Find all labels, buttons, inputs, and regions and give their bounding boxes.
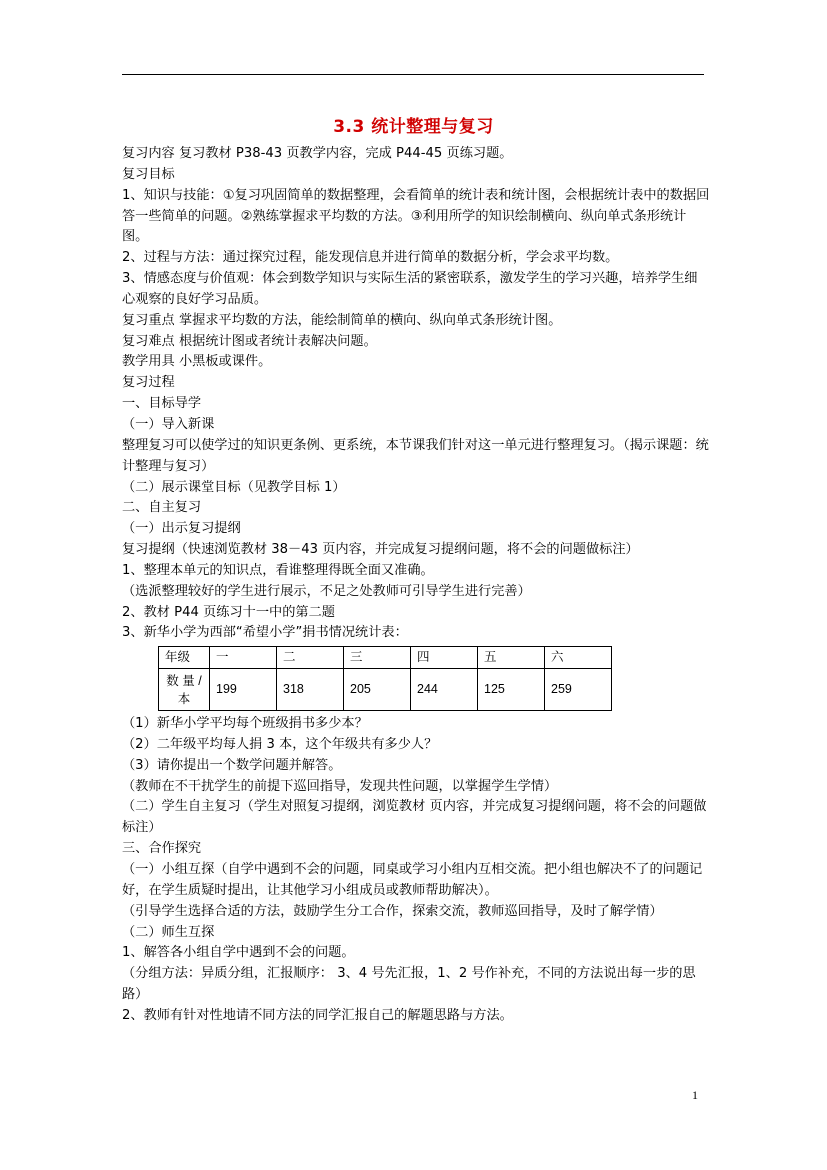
paragraph: （分组方法：异质分组，汇报顺序： 3、4 号先汇报，1、2 号作补充，不同的方法说出每一步的思路） xyxy=(122,966,696,1003)
paragraph: 2、教师有针对性地请不同方法的同学汇报自己的解题思路与方法。 xyxy=(122,1007,513,1023)
paragraph: 1、解答各小组自学中遇到不会的问题。 xyxy=(122,945,355,961)
paragraph: 一、目标导学 xyxy=(122,396,202,412)
value-cell: 244 xyxy=(411,669,478,711)
document-body xyxy=(122,144,710,1027)
paragraph: （3）请你提出一个数学问题并解答。 xyxy=(122,757,342,773)
table-row xyxy=(159,669,612,711)
paragraph: （一）导入新课 xyxy=(122,416,215,432)
paragraph: （教师在不干扰学生的前提下巡回指导，发现共性问题，以掌握学生学情） xyxy=(122,778,558,794)
value-cell: 259 xyxy=(545,669,612,711)
paragraph: 3、新华小学为西部“希望小学”捐书情况统计表： xyxy=(122,625,408,641)
paragraph: 复习过程 xyxy=(122,375,175,391)
donation-table xyxy=(158,646,612,711)
grade-cell: 一 xyxy=(210,647,277,669)
paragraph: 2、教材 P44 页练习十一中的第二题 xyxy=(122,604,335,620)
paragraph: 整理复习可以使学过的知识更条例、更系统，本节课我们针对这一单元进行整理复习。（揭示课题：统计整理与复习） xyxy=(122,437,709,474)
grade-cell: 二 xyxy=(277,647,344,669)
paragraph: （选派整理较好的学生进行展示，不足之处教师可引导学生进行完善） xyxy=(122,583,531,599)
donation-table-wrapper xyxy=(122,646,710,711)
paragraph: 复习目标 xyxy=(122,166,175,182)
paragraph: （一）出示复习提纲 xyxy=(122,521,241,537)
value-cell: 125 xyxy=(478,669,545,711)
paragraph: 2、过程与方法：通过探究过程，能发现信息并进行简单的数据分析，学会求平均数。 xyxy=(122,250,619,266)
grade-cell: 三 xyxy=(344,647,411,669)
paragraph: （二）师生互探 xyxy=(122,924,215,940)
paragraph: （二）学生自主复习（学生对照复习提纲，浏览教材 页内容，并完成复习提纲问题，将不会的问题做标注） xyxy=(122,799,707,836)
grade-cell: 五 xyxy=(478,647,545,669)
paragraph: 教学用具 小黑板或课件。 xyxy=(122,354,272,370)
grade-cell: 四 xyxy=(411,647,478,669)
header-rule xyxy=(122,74,704,75)
paragraph: 1、整理本单元的知识点，看谁整理得既全面又准确。 xyxy=(122,562,434,578)
paragraph: （2）二年级平均每人捐 3 本，这个年级共有多少人？ xyxy=(122,736,438,752)
paragraph: 1、知识与技能：①复习巩固简单的数据整理，会看简单的统计表和统计图，会根据统计表中的数据回答一些简单的问题。②熟练掌握求平均数的方法。③利用所学的知识绘制横向、纵向单式条形统计图。 xyxy=(122,187,710,245)
table-row-label: 数 量 / 本 xyxy=(159,669,210,711)
paragraph: 三、合作探究 xyxy=(122,841,202,857)
table-header-label: 年级 xyxy=(159,647,210,669)
paragraph: 复习内容 复习教材 P38-43 页教学内容，完成 P44-45 页练习题。 xyxy=(122,146,513,161)
paragraph: （引导学生选择合适的方法，鼓励学生分工合作，探索交流，教师巡回指导，及时了解学情） xyxy=(122,903,663,919)
grade-cell: 六 xyxy=(545,647,612,669)
paragraph: （一）小组互探（自学中遇到不会的问题，同桌或学习小组内互相交流。把小组也解决不了的问题记好，在学生质疑时提出，让其他学习小组成员或教师帮助解决）。 xyxy=(122,862,703,898)
table-header-row xyxy=(159,647,612,669)
value-cell: 199 xyxy=(210,669,277,711)
paragraph: 复习难点 根据统计图或者统计表解决问题。 xyxy=(122,333,377,349)
value-cell: 205 xyxy=(344,669,411,711)
paragraph: （1）新华小学平均每个班级捐书多少本？ xyxy=(122,716,368,732)
paragraph: 复习重点 掌握求平均数的方法，能绘制简单的横向、纵向单式条形统计图。 xyxy=(122,312,562,328)
document-title: 3.3 统计整理与复习 xyxy=(333,117,494,137)
value-cell: 318 xyxy=(277,669,344,711)
paragraph: （二）展示课堂目标（见教学目标 1） xyxy=(122,479,346,495)
paragraph: 二、自主复习 xyxy=(122,500,202,516)
page-number: 1 xyxy=(692,1088,698,1102)
paragraph: 3、情感态度与价值观：体会到数学知识与实际生活的紧密联系，激发学生的学习兴趣，培养学生细心观察的良好学习品质。 xyxy=(122,271,698,307)
paragraph: 复习提纲（快速浏览教材 38－43 页内容，并完成复习提纲问题，将不会的问题做标注） xyxy=(122,542,639,558)
